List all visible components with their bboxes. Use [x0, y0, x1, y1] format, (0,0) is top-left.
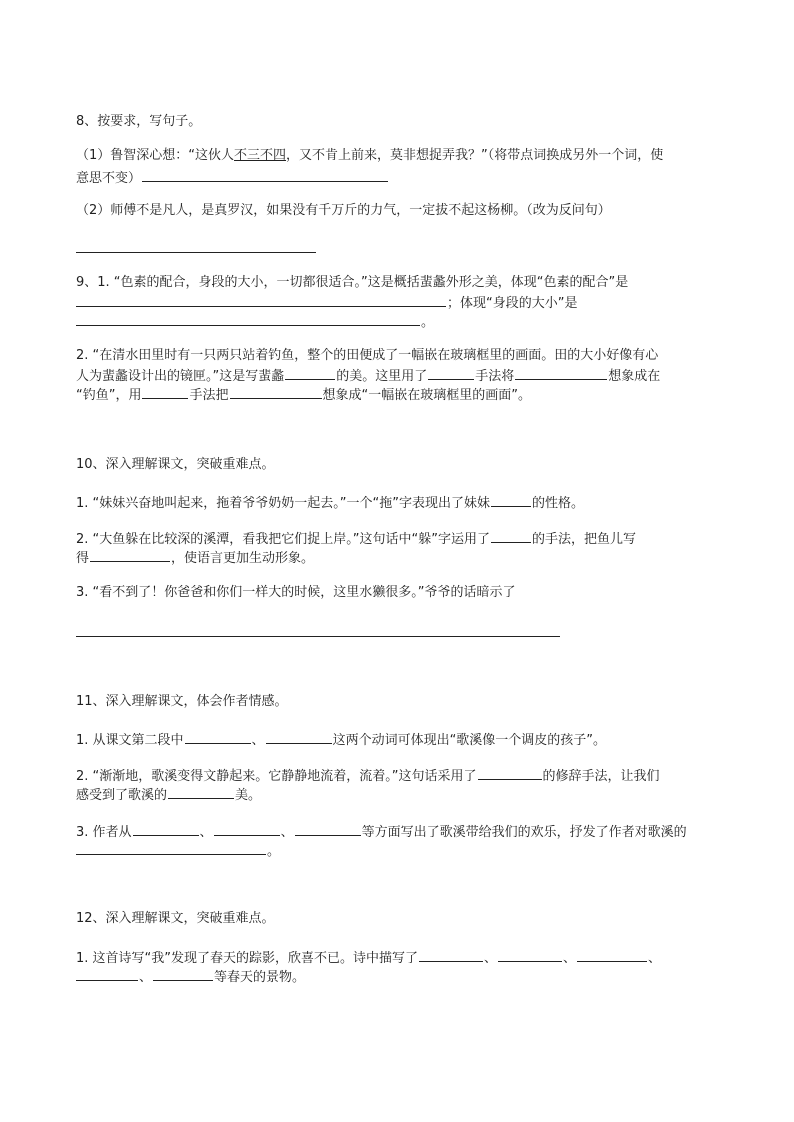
q8-sentence1-text-a: （1）鲁智深心想：“这伙人: [76, 148, 235, 163]
q11-s2-cont: [76, 785, 261, 805]
q10-s2-blank2[interactable]: [90, 548, 170, 562]
q10-s1-blank[interactable]: [491, 493, 531, 507]
q12-s1-sep1: 、: [484, 951, 498, 966]
q12-s1-cont: [76, 967, 305, 987]
q10-s2-cont: [76, 548, 314, 568]
q8-sentence1: [76, 147, 663, 165]
q10-s2-text-b: 的手法，把鱼儿写: [531, 532, 636, 547]
q12-s1-text-e: 等春天的景物。: [214, 970, 306, 985]
q11-s3-text-d: 等方面写出了歌溪带给我们的欢乐，抒发了作者对歌溪的: [361, 825, 687, 840]
q11-s2: [76, 766, 660, 786]
q11-s3-blank4[interactable]: [76, 841, 266, 855]
q11-s1-blank2[interactable]: [266, 730, 332, 744]
q9-line2: [76, 293, 577, 313]
q9-s2-text-b: 的美。这里用了: [336, 369, 428, 384]
q12-s1-blank4[interactable]: [76, 967, 138, 981]
q12-s1-sep4: 、: [139, 970, 153, 985]
q9-s2-blank2[interactable]: [428, 366, 474, 380]
q11-s3-sep1: 、: [199, 825, 213, 840]
q9-s2-text-c: 手法将: [475, 369, 515, 384]
q9-s2-text-a: 人为蜚蠡设计出的镜匣。”这是写蜚蠡: [76, 369, 285, 384]
q11-s3-cont: [76, 841, 280, 861]
q9-line3: [76, 312, 434, 332]
q12-s1: [76, 948, 661, 968]
q10-s1-text-b: 的性格。: [531, 496, 584, 511]
q10-s2-text-c: 得: [76, 551, 90, 566]
q9-line2-text: ；体现“身段的大小”是: [447, 296, 578, 311]
q12-s1-text-a: 1. 这首诗写“我”发现了春天的踪影，欣喜不已。诗中描写了: [76, 951, 419, 966]
q10-s2-blank1[interactable]: [491, 529, 531, 543]
q11-s2-text-b: 的修辞手法，让我们: [542, 769, 660, 784]
q11-s3-text-e: 。: [267, 844, 281, 859]
q8-answer1-blank[interactable]: [142, 168, 388, 182]
q9-s2-line3: [76, 385, 531, 405]
q11-s3-blank1[interactable]: [133, 822, 199, 836]
q12-s1-blank1[interactable]: [419, 948, 483, 962]
q10-s1-text-a: 1. “妹妹兴奋地叫起来，拖着爷爷奶奶一起去。”一个“拖”字表现出了妹妹: [76, 496, 490, 511]
q11-heading: 11、深入理解课文，体会作者情感。: [76, 694, 288, 709]
q11-s3-blank3[interactable]: [295, 822, 361, 836]
q10-s2: [76, 529, 636, 549]
q11-s3-blank2[interactable]: [214, 822, 280, 836]
q10-s2-text-d: ，使语言更加生动形象。: [171, 551, 315, 566]
q8-sentence1-text-b: ，又不肯上前来，莫非想捉弄我？”（将带点词换成另外一个词，使: [286, 148, 664, 163]
q10-s1: [76, 493, 584, 513]
q8-sentence2: （2）师傅不是凡人，是真罗汉，如果没有千万斤的力气，一定拔不起这杨柳。（改为反问句）: [76, 203, 611, 218]
q9-s2-text-f: 手法把: [189, 388, 229, 403]
q11-s2-text-a: 2. “渐渐地，歌溪变得文静起来。它静静地流着，流着。”这句话采用了: [76, 769, 477, 784]
q9-s2-blank3[interactable]: [515, 366, 607, 380]
q9-s2-blank1[interactable]: [285, 366, 335, 380]
q12-heading: 12、深入理解课文，突破重难点。: [76, 911, 275, 926]
q11-s1-sep: 、: [251, 733, 265, 748]
q9-s2-text-d: 想象成在: [608, 369, 661, 384]
q11-s1: [76, 730, 606, 750]
q12-s1-sep3: 、: [648, 951, 662, 966]
q9-blank-color[interactable]: [76, 293, 446, 307]
q11-s3-sep2: 、: [280, 825, 294, 840]
q9-s2-blank4[interactable]: [142, 385, 188, 399]
q11-s1-text-c: 这两个动词可体现出“歌溪像一个调皮的孩子”。: [332, 733, 607, 748]
q9-s2-text-g: 想象成“一幅嵌在玻璃框里的画面”。: [322, 388, 531, 403]
q9-blank-size[interactable]: [76, 312, 420, 326]
q9-s2-line2: [76, 366, 660, 386]
q10-heading: 10、深入理解课文，突破重难点。: [76, 457, 275, 472]
q9-line3-text: 。: [421, 315, 435, 330]
q8-sentence1-cont: [76, 168, 389, 188]
q9-line1: 9、1. “色素的配合，身段的大小，一切都很适合。”这是概括蜚蠡外形之美，体现“色素的配合”是: [76, 275, 629, 290]
q12-s1-blank5[interactable]: [153, 967, 213, 981]
q11-s3: [76, 822, 687, 842]
q10-s3-answer-line[interactable]: [76, 636, 560, 637]
q10-s2-text-a: 2. “大鱼躲在比较深的溪潭，看我把它们捉上岸。”这句话中“躲”字运用了: [76, 532, 490, 547]
q9-s2-text-e: “钓鱼”，用: [76, 388, 142, 403]
q9-s2-blank5[interactable]: [230, 385, 322, 399]
q11-s3-text-a: 3. 作者从: [76, 825, 132, 840]
q9-s2-line1: 2. “在清水田里时有一只两只站着钓鱼，整个的田便成了一幅嵌在玻璃框里的画面。田的大小好像有心: [76, 348, 659, 363]
q11-s2-blank1[interactable]: [478, 766, 542, 780]
q12-s1-blank3[interactable]: [577, 948, 647, 962]
q11-s1-text-a: 1. 从课文第二段中: [76, 733, 184, 748]
q11-s2-text-d: 美。: [235, 788, 262, 803]
q8-dotted-word: 不三不四: [234, 148, 287, 163]
q8-sentence1-text-c: 意思不变）: [76, 171, 142, 186]
q12-s1-sep2: 、: [563, 951, 577, 966]
q11-s1-blank1[interactable]: [185, 730, 251, 744]
q12-s1-blank2[interactable]: [498, 948, 562, 962]
q11-s2-blank2[interactable]: [168, 785, 234, 799]
q11-s2-text-c: 感受到了歌溪的: [76, 788, 168, 803]
q10-s3: 3. “看不到了！你爸爸和你们一样大的时候，这里水獭很多。”爷爷的话暗示了: [76, 585, 516, 600]
q8-heading: 8、按要求，写句子。: [76, 114, 202, 129]
q8-answer2-line[interactable]: [76, 252, 316, 253]
